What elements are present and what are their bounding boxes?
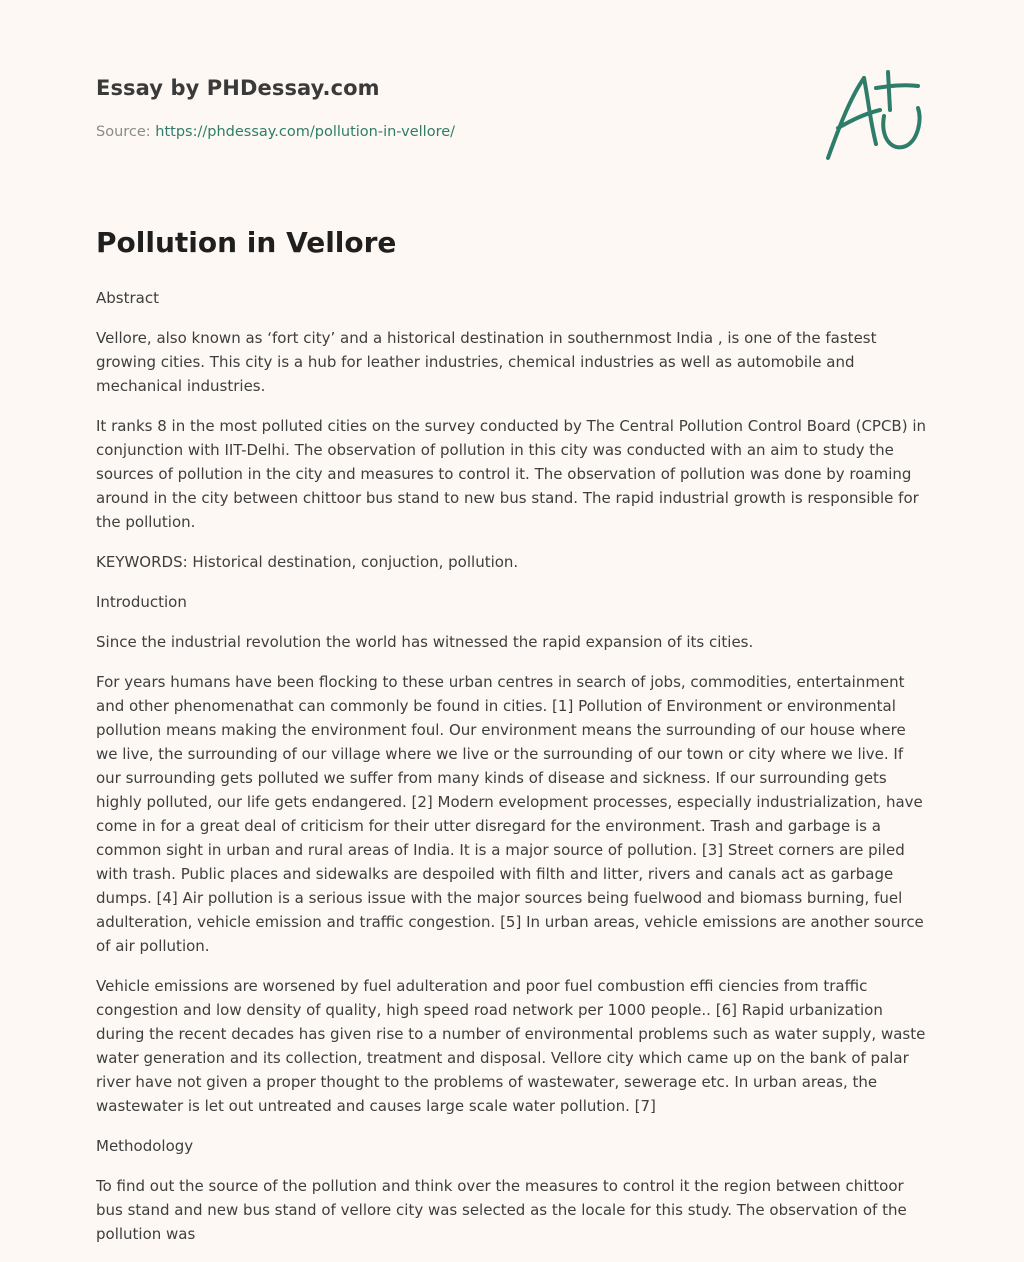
article-paragraph: Since the industrial revolution the world has witnessed the rapid expansion of its cities. (96, 633, 754, 651)
article-paragraph: KEYWORDS: Historical destination, conjuction, pollution. (96, 553, 519, 571)
article-paragraph: Vellore, also known as ‘fort city’ and a historical destination in southernmost India , is one of the fastest growing cities. This city is a hub for leather industries, chemical industries as well as automobile and mechanical industries. (96, 329, 877, 395)
article-paragraph: Abstract (96, 289, 159, 307)
source-line (96, 124, 455, 140)
a-plus-logo-icon (824, 68, 928, 164)
page-title: Pollution in Vellore (96, 226, 397, 259)
article-body (96, 286, 928, 1262)
article-paragraph: Introduction (96, 593, 187, 611)
article-paragraph: To find out the source of the pollution and think over the measures to control it the region between chittoor bus stand and new bus stand of vellore city was selected as the locale for this study. The observation of the pollution was (96, 1177, 907, 1243)
article-paragraph: It ranks 8 in the most polluted cities on the survey conducted by The Central Pollution Control Board (CPCB) in conjunction with IIT-Delhi. The observation of pollution in this city was conducted with an aim to study the sources of pollution in the city and measures to control it. The observation of pollution was done by roaming around in the city between chittoor bus stand to new bus stand. The rapid industrial growth is responsible for the pollution. (96, 417, 927, 531)
article-paragraph: Vehicle emissions are worsened by fuel adulteration and poor fuel combustion effi ciencies from traffic congestion and low density of quality, high speed road network per 1000 people.. [6] Rapid urbanization during the recent decades has given rise to a number of environmental problems such as water supply, waste water generation and its collection, treatment and disposal. Vellore city which came up on the bank of palar river have not given a proper thought to the problems of wastewater, sewerage etc. In urban areas, the wastewater is let out untreated and causes large scale water pollution. [7] (96, 977, 926, 1115)
article-paragraph: For years humans have been flocking to these urban centres in search of jobs, commodities, entertainment and other phenomenathat can commonly be found in cities. [1] Pollution of Environment or environmental pollution means making the environment foul. Our environment means the surrounding of our house where we live, the surrounding of our village where we live or the surrounding of our town or city where we live. If our surrounding gets polluted we suffer from many kinds of disease and sickness. If our surrounding gets highly polluted, our life gets endangered. [2] Modern evelopment processes, especially industrialization, have come in for a great deal of criticism for their utter disregard for the environment. Trash and garbage is a common sight in urban and rural areas of India. It is a major source of pollution. [3] Street corners are piled with trash. Public places and sidewalks are despoiled with filth and litter, rivers and canals act as garbage dumps. [4] Air pollution is a serious issue with the major sources being fuelwood and biomass burning, fuel adulteration, vehicle emission and traffic congestion. [5] In urban areas, vehicle emissions are another source of air pollution. (96, 673, 924, 955)
source-link[interactable]: https://phdessay.com/pollution-in-vellore/ (155, 124, 456, 140)
article-paragraph: Methodology (96, 1137, 194, 1155)
site-brand: Essay by PHDessay.com (96, 76, 380, 100)
source-label: Source: (96, 124, 156, 140)
